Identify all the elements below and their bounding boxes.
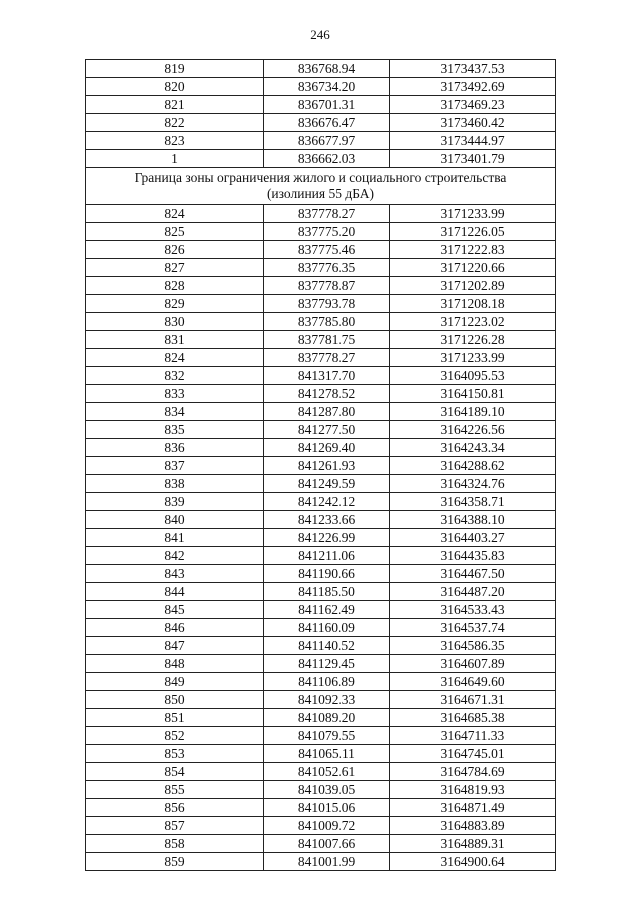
point-number-cell: 843 (86, 565, 264, 583)
point-number-cell: 833 (86, 385, 264, 403)
section-heading-group (86, 168, 556, 205)
x-coordinate-cell: 841233.66 (264, 511, 390, 529)
table-row (86, 295, 556, 313)
y-coordinate-cell: 3164685.38 (390, 709, 556, 727)
y-coordinate-cell: 3164745.01 (390, 745, 556, 763)
y-coordinate-cell: 3164288.62 (390, 457, 556, 475)
x-coordinate-cell: 836662.03 (264, 150, 390, 168)
table-row (86, 60, 556, 78)
point-number-cell: 848 (86, 655, 264, 673)
table-row (86, 511, 556, 529)
x-coordinate-cell: 841249.59 (264, 475, 390, 493)
y-coordinate-cell: 3171226.05 (390, 223, 556, 241)
point-number-cell: 855 (86, 781, 264, 799)
table-row (86, 96, 556, 114)
y-coordinate-cell: 3164150.81 (390, 385, 556, 403)
y-coordinate-cell: 3164358.71 (390, 493, 556, 511)
x-coordinate-cell: 841190.66 (264, 565, 390, 583)
table-row (86, 601, 556, 619)
point-number-cell: 838 (86, 475, 264, 493)
table-row (86, 150, 556, 168)
x-coordinate-cell: 841226.99 (264, 529, 390, 547)
point-number-cell: 832 (86, 367, 264, 385)
x-coordinate-cell: 837793.78 (264, 295, 390, 313)
y-coordinate-cell: 3173437.53 (390, 60, 556, 78)
table-row (86, 205, 556, 223)
x-coordinate-cell: 837778.27 (264, 349, 390, 367)
table-row (86, 421, 556, 439)
point-number-cell: 846 (86, 619, 264, 637)
x-coordinate-cell: 841039.05 (264, 781, 390, 799)
table-row (86, 655, 556, 673)
point-number-cell: 824 (86, 349, 264, 367)
y-coordinate-cell: 3173492.69 (390, 78, 556, 96)
x-coordinate-cell: 836701.31 (264, 96, 390, 114)
table-row (86, 835, 556, 853)
point-number-cell: 826 (86, 241, 264, 259)
y-coordinate-cell: 3164889.31 (390, 835, 556, 853)
point-number-cell: 850 (86, 691, 264, 709)
table-row (86, 493, 556, 511)
point-number-cell: 856 (86, 799, 264, 817)
x-coordinate-cell: 841277.50 (264, 421, 390, 439)
x-coordinate-cell: 841007.66 (264, 835, 390, 853)
y-coordinate-cell: 3164189.10 (390, 403, 556, 421)
y-coordinate-cell: 3164388.10 (390, 511, 556, 529)
x-coordinate-cell: 841079.55 (264, 727, 390, 745)
point-number-cell: 830 (86, 313, 264, 331)
section-heading-line1: Граница зоны ограничения жилого и социального строительства (134, 170, 507, 185)
x-coordinate-cell: 841140.52 (264, 637, 390, 655)
x-coordinate-cell: 841092.33 (264, 691, 390, 709)
point-number-cell: 834 (86, 403, 264, 421)
point-number-cell: 835 (86, 421, 264, 439)
y-coordinate-cell: 3164711.33 (390, 727, 556, 745)
point-number-cell: 857 (86, 817, 264, 835)
y-coordinate-cell: 3171208.18 (390, 295, 556, 313)
y-coordinate-cell: 3164900.64 (390, 853, 556, 871)
point-number-cell: 849 (86, 673, 264, 691)
x-coordinate-cell: 836676.47 (264, 114, 390, 132)
point-number-cell: 847 (86, 637, 264, 655)
table-row (86, 132, 556, 150)
x-coordinate-cell: 837775.46 (264, 241, 390, 259)
point-number-cell: 842 (86, 547, 264, 565)
x-coordinate-cell: 837785.80 (264, 313, 390, 331)
x-coordinate-cell: 836734.20 (264, 78, 390, 96)
table-row (86, 583, 556, 601)
point-number-cell: 827 (86, 259, 264, 277)
table-row (86, 529, 556, 547)
table-row (86, 547, 556, 565)
table-row (86, 475, 556, 493)
y-coordinate-cell: 3164243.34 (390, 439, 556, 457)
point-number-cell: 1 (86, 150, 264, 168)
x-coordinate-cell: 841009.72 (264, 817, 390, 835)
x-coordinate-cell: 841052.61 (264, 763, 390, 781)
x-coordinate-cell: 837778.27 (264, 205, 390, 223)
rows-after-section (86, 205, 556, 871)
y-coordinate-cell: 3164819.93 (390, 781, 556, 799)
table-row (86, 691, 556, 709)
table-row (86, 349, 556, 367)
y-coordinate-cell: 3171222.83 (390, 241, 556, 259)
point-number-cell: 822 (86, 114, 264, 132)
table-row (86, 403, 556, 421)
y-coordinate-cell: 3173401.79 (390, 150, 556, 168)
y-coordinate-cell: 3171226.28 (390, 331, 556, 349)
page-number: 246 (310, 27, 330, 42)
table-row (86, 781, 556, 799)
y-coordinate-cell: 3173460.42 (390, 114, 556, 132)
y-coordinate-cell: 3164671.31 (390, 691, 556, 709)
table-row (86, 727, 556, 745)
point-number-cell: 820 (86, 78, 264, 96)
table-row (86, 367, 556, 385)
point-number-cell: 845 (86, 601, 264, 619)
x-coordinate-cell: 841269.40 (264, 439, 390, 457)
y-coordinate-cell: 3164784.69 (390, 763, 556, 781)
y-coordinate-cell: 3171220.66 (390, 259, 556, 277)
table-row (86, 619, 556, 637)
point-number-cell: 821 (86, 96, 264, 114)
y-coordinate-cell: 3164607.89 (390, 655, 556, 673)
x-coordinate-cell: 837781.75 (264, 331, 390, 349)
y-coordinate-cell: 3164883.89 (390, 817, 556, 835)
x-coordinate-cell: 841129.45 (264, 655, 390, 673)
y-coordinate-cell: 3173469.23 (390, 96, 556, 114)
y-coordinate-cell: 3164586.35 (390, 637, 556, 655)
table-row (86, 223, 556, 241)
table-row (86, 277, 556, 295)
rows-before-section (86, 60, 556, 168)
y-coordinate-cell: 3164403.27 (390, 529, 556, 547)
section-heading (86, 168, 556, 205)
section-heading-line2: (изолиния 55 дБА) (266, 186, 375, 201)
point-number-cell: 854 (86, 763, 264, 781)
x-coordinate-cell: 841015.06 (264, 799, 390, 817)
point-number-cell: 853 (86, 745, 264, 763)
x-coordinate-cell: 841278.52 (264, 385, 390, 403)
section-heading-row (86, 168, 556, 205)
table-row (86, 817, 556, 835)
point-number-cell: 819 (86, 60, 264, 78)
x-coordinate-cell: 837775.20 (264, 223, 390, 241)
table-row (86, 457, 556, 475)
x-coordinate-cell: 841317.70 (264, 367, 390, 385)
table-row (86, 637, 556, 655)
x-coordinate-cell: 841242.12 (264, 493, 390, 511)
table-row (86, 241, 556, 259)
point-number-cell: 823 (86, 132, 264, 150)
point-number-cell: 836 (86, 439, 264, 457)
x-coordinate-cell: 837776.35 (264, 259, 390, 277)
y-coordinate-cell: 3164095.53 (390, 367, 556, 385)
table-row (86, 853, 556, 871)
table-row (86, 331, 556, 349)
x-coordinate-cell: 841001.99 (264, 853, 390, 871)
y-coordinate-cell: 3164649.60 (390, 673, 556, 691)
x-coordinate-cell: 841162.49 (264, 601, 390, 619)
x-coordinate-cell: 836768.94 (264, 60, 390, 78)
point-number-cell: 839 (86, 493, 264, 511)
y-coordinate-cell: 3164533.43 (390, 601, 556, 619)
table-row (86, 439, 556, 457)
table-row (86, 673, 556, 691)
point-number-cell: 841 (86, 529, 264, 547)
point-number-cell: 829 (86, 295, 264, 313)
table-row (86, 565, 556, 583)
x-coordinate-cell: 841211.06 (264, 547, 390, 565)
y-coordinate-cell: 3171223.02 (390, 313, 556, 331)
table-row (86, 78, 556, 96)
x-coordinate-cell: 841160.09 (264, 619, 390, 637)
x-coordinate-cell: 841089.20 (264, 709, 390, 727)
point-number-cell: 824 (86, 205, 264, 223)
y-coordinate-cell: 3164487.20 (390, 583, 556, 601)
table-row (86, 259, 556, 277)
table-row (86, 114, 556, 132)
point-number-cell: 828 (86, 277, 264, 295)
y-coordinate-cell: 3164435.83 (390, 547, 556, 565)
table-row (86, 799, 556, 817)
y-coordinate-cell: 3164467.50 (390, 565, 556, 583)
y-coordinate-cell: 3171202.89 (390, 277, 556, 295)
coordinates-table (85, 59, 556, 871)
point-number-cell: 852 (86, 727, 264, 745)
point-number-cell: 825 (86, 223, 264, 241)
x-coordinate-cell: 836677.97 (264, 132, 390, 150)
table-row (86, 745, 556, 763)
x-coordinate-cell: 841106.89 (264, 673, 390, 691)
y-coordinate-cell: 3164871.49 (390, 799, 556, 817)
x-coordinate-cell: 841185.50 (264, 583, 390, 601)
y-coordinate-cell: 3164324.76 (390, 475, 556, 493)
point-number-cell: 844 (86, 583, 264, 601)
y-coordinate-cell: 3171233.99 (390, 205, 556, 223)
y-coordinate-cell: 3171233.99 (390, 349, 556, 367)
point-number-cell: 837 (86, 457, 264, 475)
point-number-cell: 840 (86, 511, 264, 529)
table-row (86, 385, 556, 403)
x-coordinate-cell: 841065.11 (264, 745, 390, 763)
x-coordinate-cell: 841287.80 (264, 403, 390, 421)
y-coordinate-cell: 3164537.74 (390, 619, 556, 637)
table-row (86, 763, 556, 781)
x-coordinate-cell: 841261.93 (264, 457, 390, 475)
point-number-cell: 831 (86, 331, 264, 349)
table-row (86, 709, 556, 727)
y-coordinate-cell: 3173444.97 (390, 132, 556, 150)
y-coordinate-cell: 3164226.56 (390, 421, 556, 439)
point-number-cell: 859 (86, 853, 264, 871)
point-number-cell: 858 (86, 835, 264, 853)
point-number-cell: 851 (86, 709, 264, 727)
table-row (86, 313, 556, 331)
x-coordinate-cell: 837778.87 (264, 277, 390, 295)
